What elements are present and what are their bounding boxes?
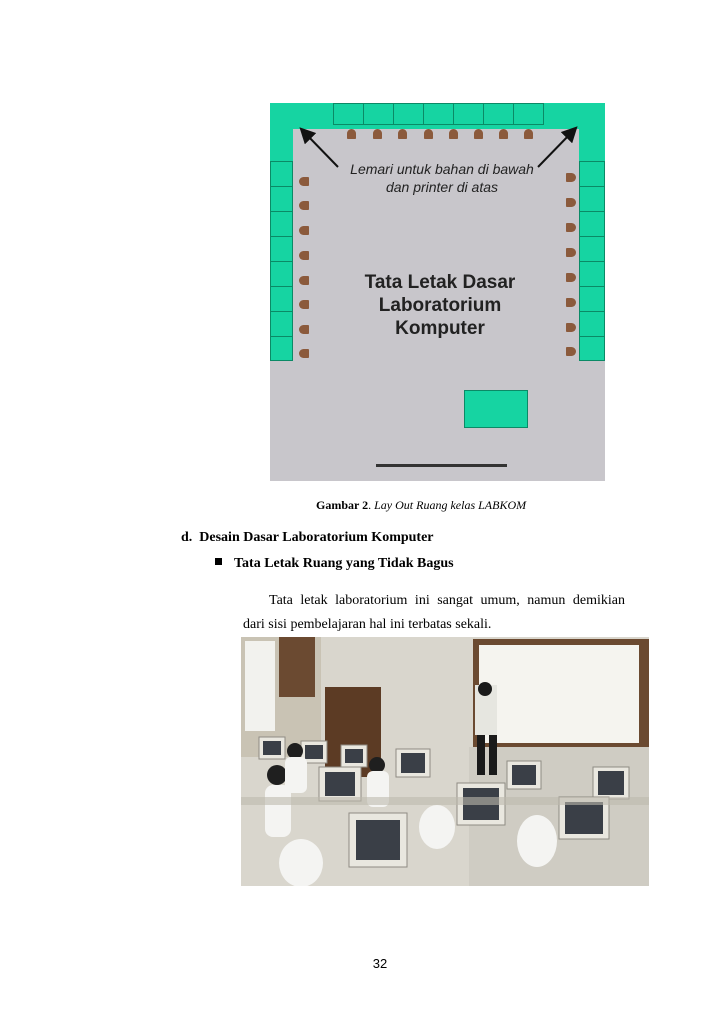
whiteboard [376,464,507,467]
teacher-desk [464,390,528,428]
paragraph-line: Tata letak laboratorium ini sangat umum, namun demikian [269,593,625,608]
caption-text: Lay Out Ruang kelas LABKOM [374,498,527,512]
lab-layout-diagram [270,103,605,481]
diagram-title-line: Komputer [395,318,485,339]
body-paragraph [243,589,625,637]
square-bullet-icon [215,558,222,565]
classroom-photo [241,637,649,886]
bullet-item [215,556,454,572]
diagram-title [330,271,550,340]
caption-label: Gambar 2 [316,498,369,512]
paragraph-line: dari sisi pembelajaran hal ini terbatas sekali. [243,617,492,632]
section-heading: d. Desain Dasar Laboratorium Komputer [181,530,434,545]
page-number: 32 [372,956,388,971]
photo-illustration [241,637,649,886]
diagram-annotation [332,160,552,196]
diagram-title-line: Laboratorium [378,295,502,316]
figure-caption [316,498,526,513]
bullet-label: Tata Letak Ruang yang Tidak Bagus [234,556,454,571]
diagram-title-line: Tata Letak Dasar [364,272,516,293]
caption-separator: . [368,498,375,512]
annotation-line: Lemari untuk bahan di bawah [350,161,534,177]
annotation-line: dan printer di atas [385,179,499,195]
